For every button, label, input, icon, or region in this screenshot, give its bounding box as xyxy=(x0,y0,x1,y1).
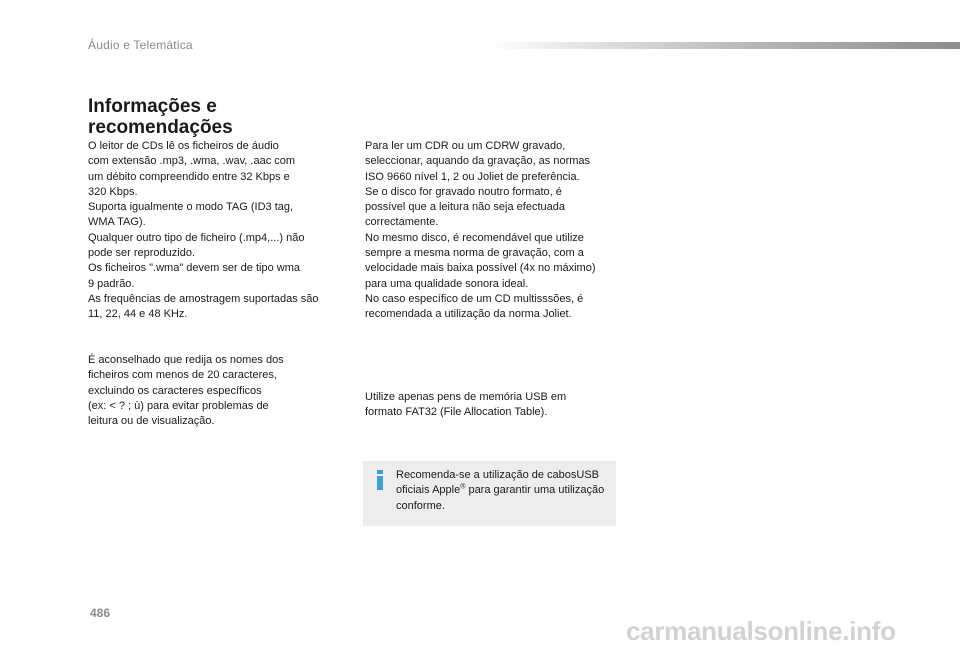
paragraph-usb-format: Utilize apenas pens de memória USB em formato FAT32 (File Allocation Table). xyxy=(365,391,567,419)
paragraph-audio-formats: O leitor de CDs lê os ficheiros de áudio com extensão .mp3, .wma, .wav, .aac com um débito compreendido entre 32 Kbps e 320 Kbps. Suporta igualmente o modo TAG (ID3 tag, WMA TAG). Qualquer outro tipo de ficheiro (.mp4,...) não pode ser reproduzido. Os ficheiros ".wma" devem ser de tipo wma 9 padrão. As frequências de amostragem suportadas são 11, 22, 44 e 48 KHz. xyxy=(88,140,319,321)
header-gradient-bar xyxy=(488,42,960,49)
info-icon xyxy=(373,470,387,490)
page-number: 486 xyxy=(90,606,111,620)
watermark: carmanualsonline.info xyxy=(626,616,896,646)
registered-mark: ® xyxy=(460,483,466,491)
section-header-title: Áudio e Telemática xyxy=(88,38,193,52)
info-text-after: para garantir uma utilização conforme. xyxy=(396,484,605,512)
page-title: Informações e recomendações xyxy=(88,96,233,138)
info-text-before: Recomenda-se a utilização de cabosUSB oficiais Apple xyxy=(396,469,600,497)
info-note-box xyxy=(363,461,616,526)
info-note-text xyxy=(396,468,611,514)
paragraph-file-names: É aconselhado que redija os nomes dos ficheiros com menos de 20 caracteres, excluindo os caracteres específicos (ex: < ? ; ù) para evitar problemas de leitura ou de visualização. xyxy=(88,354,284,428)
paragraph-cd-recording: Para ler um CDR ou um CDRW gravado, seleccionar, aquando da gravação, as normas ISO 9660 nível 1, 2 ou Joliet de preferência. Se o disco for gravado noutro formato, é possível que a leitura não seja efectuada correctamente. No mesmo disco, é recomendável que utilize sempre a mesma norma de gravação, com a velocidade mais baixa possível (4x no máximo) para uma qualidade sonora ideal. No caso específico de um CD multisssões, é recomendada a utilização da norma Joliet. xyxy=(365,140,596,321)
